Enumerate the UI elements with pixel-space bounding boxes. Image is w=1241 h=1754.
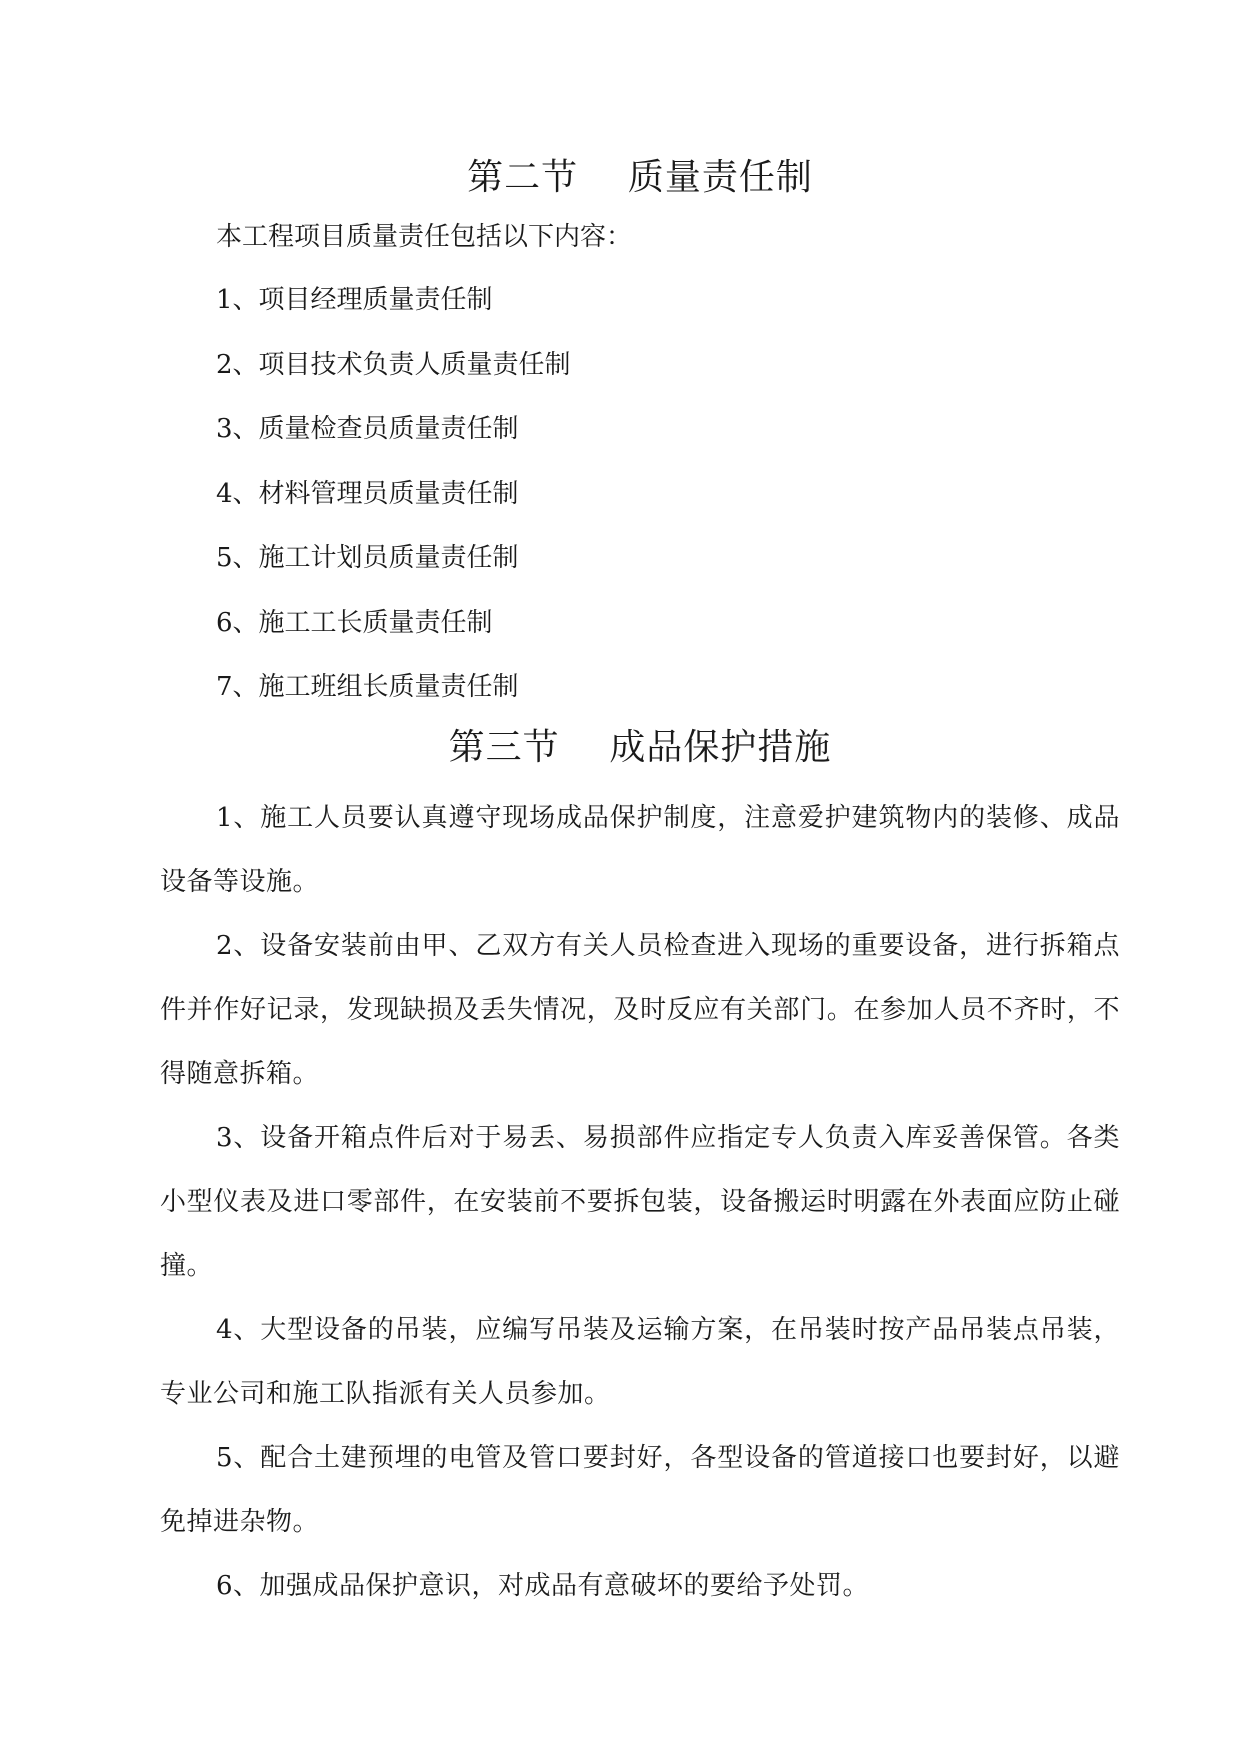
- list-item: 6、施工工长质量责任制: [216, 607, 493, 638]
- section-3-title: 第三节 成品保护措施: [448, 727, 832, 768]
- list-item: 3、质量检查员质量责任制: [216, 414, 519, 444]
- list-item: 5、施工计划员质量责任制: [216, 543, 519, 573]
- paragraph: 1、施工人员要认真遵守现场成品保护制度，注意爱护建筑物内的装修、成品设备等设施。: [160, 803, 1120, 897]
- paragraph: 4、大型设备的吊装，应编写吊装及运输方案，在吊装时按产品吊装点吊装，专业公司和施工队指派有关人员参加。: [160, 1315, 1120, 1409]
- paragraph: 2、设备安装前由甲、乙双方有关人员检查进入现场的重要设备，进行拆箱点件并作好记录，发现缺损及丢失情况，及时反应有关部门。在参加人员不齐时，不得随意拆箱。: [160, 931, 1120, 1089]
- section-2-intro: 本工程项目质量责任包括以下内容：: [216, 222, 633, 252]
- paragraph: 3、设备开箱点件后对于易丢、易损部件应指定专人负责入库妥善保管。各类小型仪表及进口零部件，在安装前不要拆包装，设备搬运时明露在外表面应防止碰撞。: [160, 1123, 1120, 1281]
- list-item: 1、项目经理质量责任制: [216, 285, 493, 315]
- list-item: 4、材料管理员质量责任制: [216, 478, 519, 509]
- responsibility-list: [216, 280, 571, 732]
- list-item: 2、项目技术负责人质量责任制: [216, 349, 571, 380]
- paragraph: 6、加强成品保护意识，对成品有意破坏的要给予处罚。: [216, 1571, 870, 1601]
- list-item: 7、施工班组长质量责任制: [216, 672, 519, 702]
- paragraph: 5、配合土建预埋的电管及管口要封好，各型设备的管道接口也要封好，以避免掉进杂物。: [160, 1443, 1120, 1537]
- section-2-title: 第二节 质量责任制: [467, 157, 813, 198]
- protection-measures: [160, 786, 1120, 1618]
